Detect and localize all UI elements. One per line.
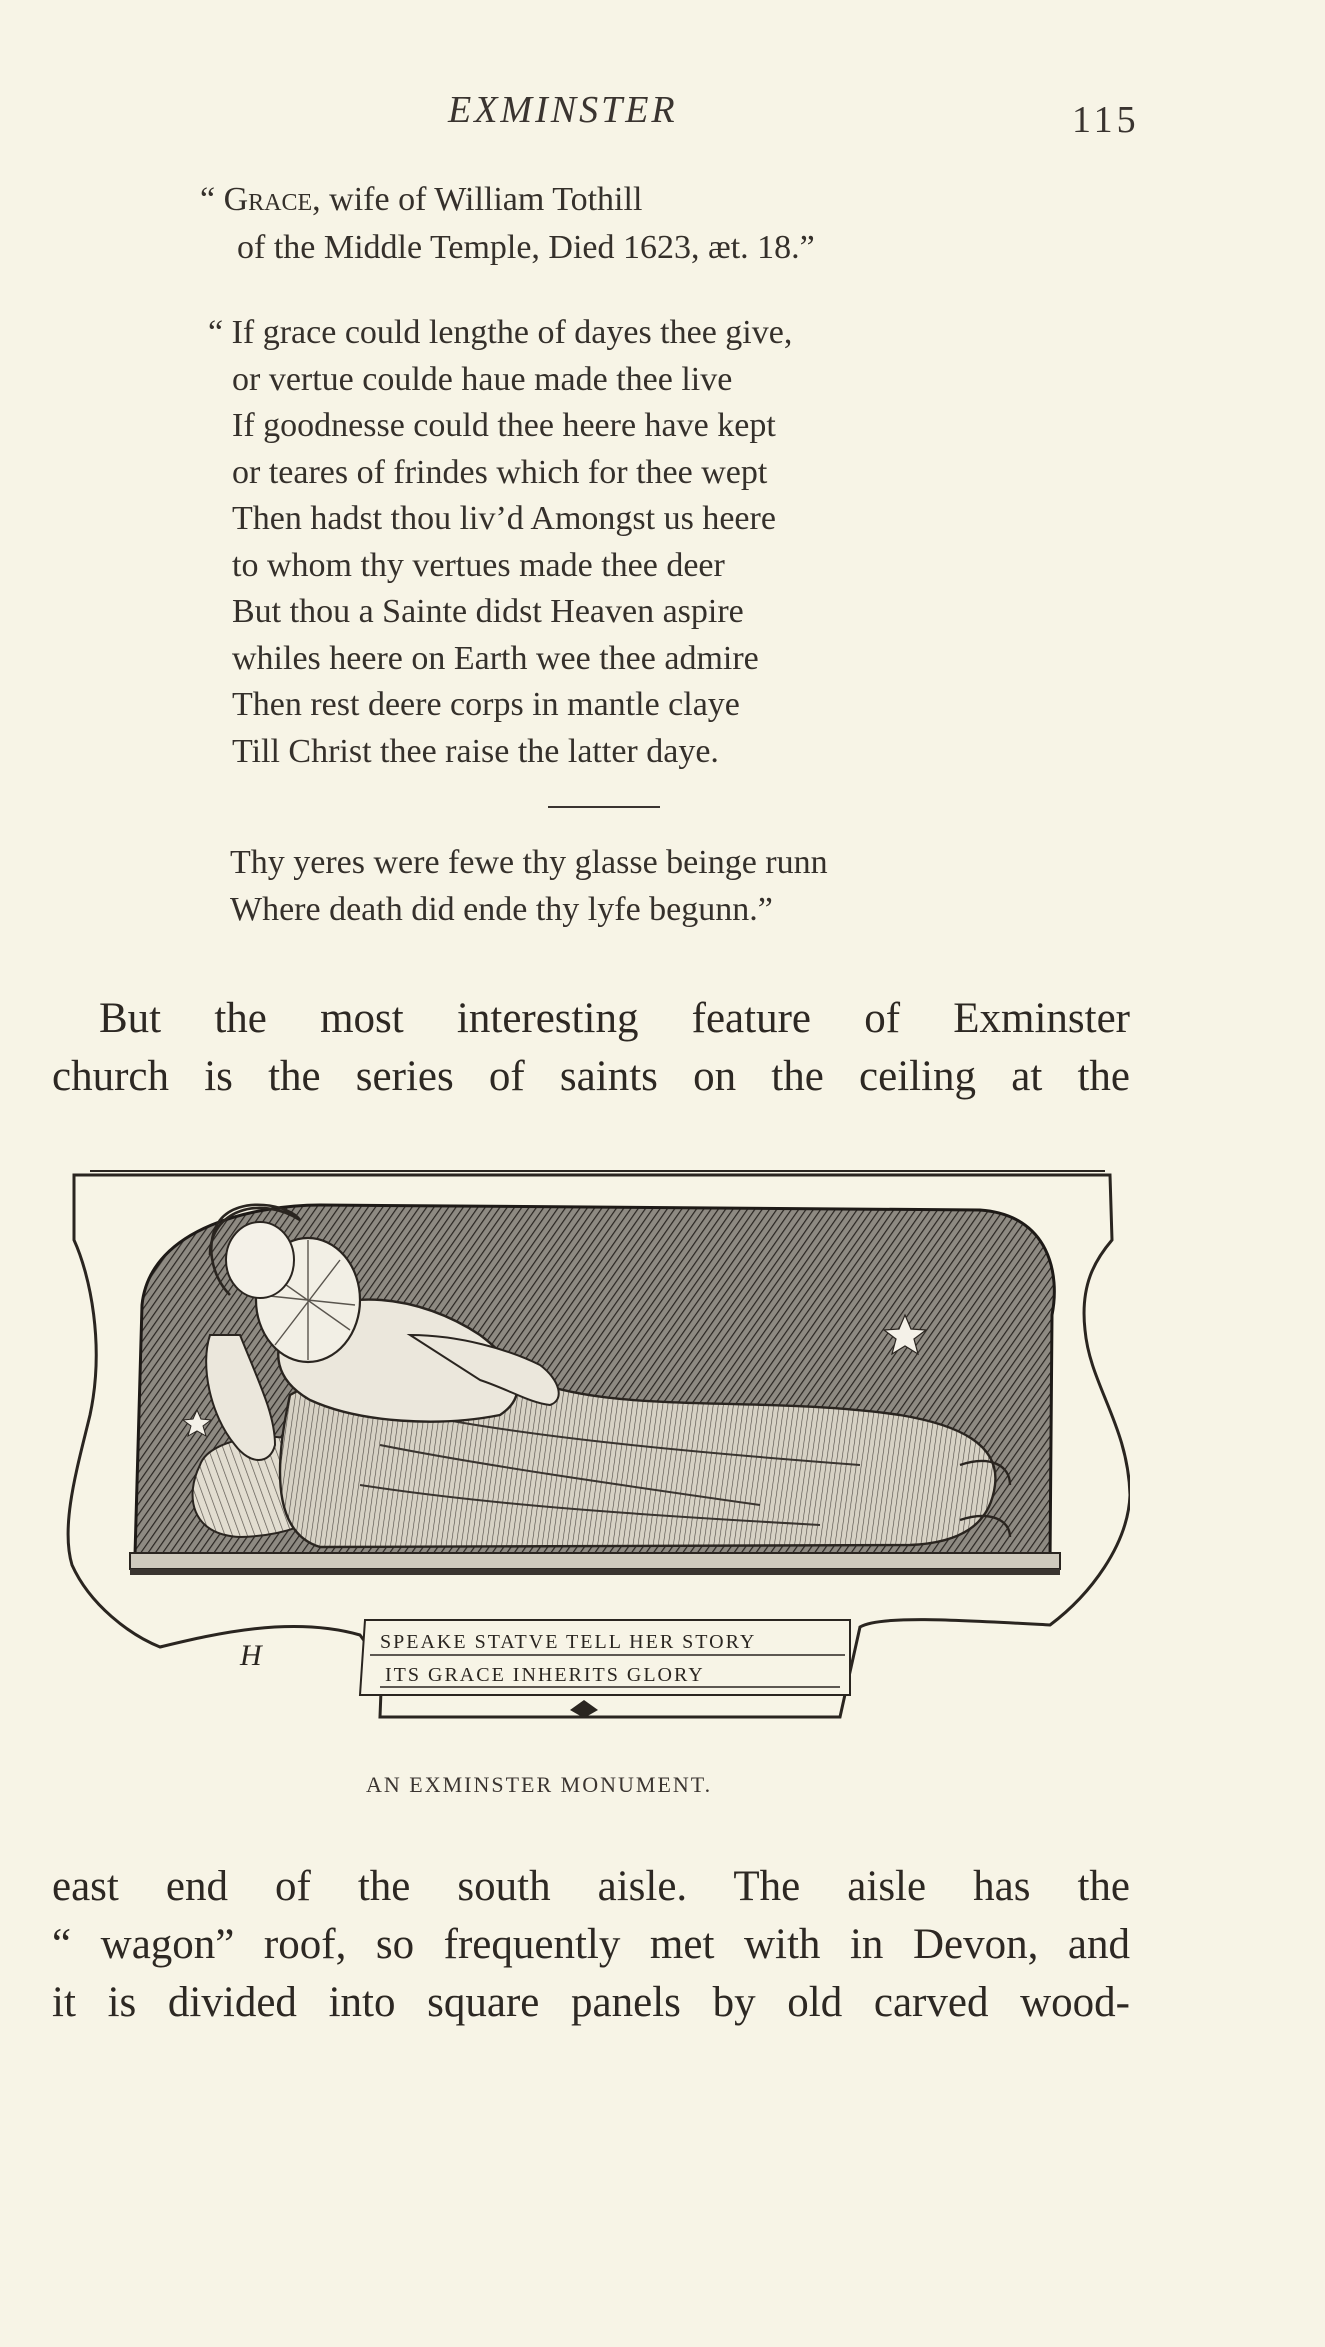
epitaph-line: or teares of frindes which for thee wept (232, 453, 768, 491)
body-paragraph-top (52, 990, 1130, 1106)
epitaph-line: whiles heere on Earth wee thee admire (232, 639, 759, 677)
tomb-slab (130, 1553, 1060, 1569)
figure-caption: AN EXMINSTER MONUMENT. (366, 1772, 713, 1797)
section-divider-rule (548, 806, 660, 808)
body-line: But the most interesting feature of Exminster (99, 995, 1130, 1042)
epitaph-line: Till Christ thee raise the latter daye. (232, 732, 719, 770)
epitaph-line: Then rest deere corps in mantle claye (232, 686, 740, 723)
running-head: EXMINSTER (448, 89, 678, 131)
body-line: “ wagon” roof, so frequently met with in Devon, and (52, 1921, 1130, 1968)
couplet-line: Where death did ende thy lyfe begunn.” (230, 890, 773, 928)
epitaph-line: “ If grace could lengthe of dayes thee give, (208, 314, 793, 351)
body-paragraph-bottom (52, 1858, 1130, 2032)
plaque-inscription-line-1: SPEAKE STATVE TELL HER STORY (380, 1631, 757, 1653)
plaque-inscription-line-2: ITS GRACE INHERITS GLORY (385, 1664, 705, 1686)
monument-illustration (60, 1165, 1130, 1735)
epitaph-line: to whom thy vertues made thee deer (232, 546, 725, 584)
epitaph-line: If goodnesse could thee heere have kept (232, 407, 776, 444)
bottom-ornament (570, 1700, 598, 1718)
body-line: church is the series of saints on the ceiling at the (52, 1053, 1130, 1100)
page-number: 115 (1072, 99, 1140, 141)
epitaph-line: or vertue coulde haue made thee live (232, 360, 733, 398)
epitaph-couplet (230, 840, 828, 933)
inscription-line-2: of the Middle Temple, Died 1623, æt. 18.” (237, 229, 815, 266)
couplet-line: Thy yeres were fewe thy glasse beinge runn (230, 844, 828, 881)
inscription-line-1-rest: , wife of William Tothill (312, 181, 643, 218)
inscription-line-1 (200, 176, 815, 224)
body-line: it is divided into square panels by old carved wood- (52, 1979, 1130, 2026)
epitaph-line: But thou a Sainte didst Heaven aspire (232, 593, 744, 630)
body-line: east end of the south aisle. The aisle has the (52, 1863, 1130, 1910)
open-quote: “ (200, 181, 224, 218)
epitaph-line: Then hadst thou liv’d Amongst us heere (232, 500, 776, 537)
epitaph-verse (208, 310, 792, 775)
artist-monogram: H (240, 1639, 262, 1672)
effigy-head (226, 1222, 294, 1298)
inscription-name: Grace (223, 181, 313, 218)
inscription-block (200, 176, 815, 272)
